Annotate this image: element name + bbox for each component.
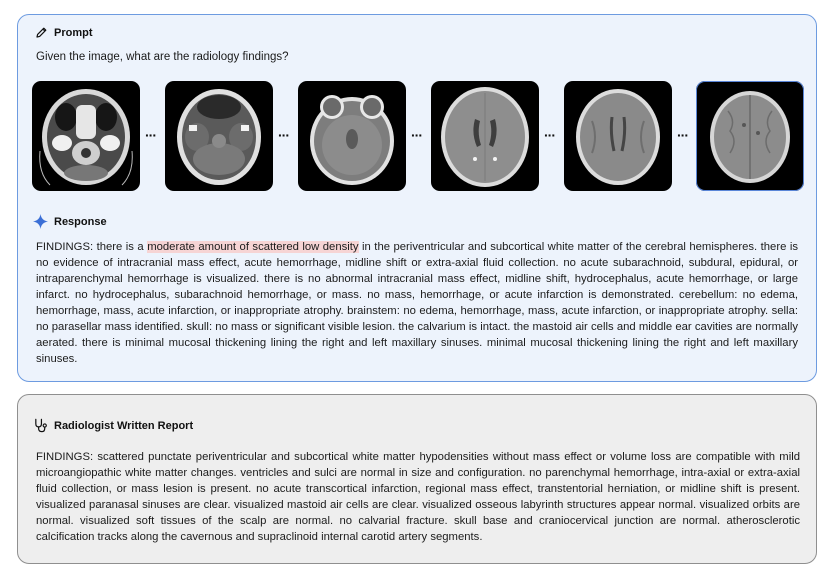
- response-text: [36, 239, 798, 367]
- report-header: [33, 418, 193, 433]
- sparkle-icon: [33, 214, 48, 229]
- prompt-header: [35, 26, 93, 39]
- ellipsis: ···: [278, 127, 289, 143]
- response-header-label: Response: [54, 215, 107, 228]
- report-text: FINDINGS: scattered punctate periventricular and subcortical white matter hypodensities without mass effect or volume loss are compatible with mild microangiopathic white matter changes. ventricles and sulci are normal in size and configuration. no parenchymal hemorrhage, intra-axial or extra-axial fluid collection, or mass lesion is present. no acute transcortical infarction, regional mass effect, transtentorial herniation, or midline shift is present. visualized paranasal sinuses are clear. visualized mastoid air cells are clear. visualized osseous labyrinth structures appear normal. visualized orbits are normal. visualized soft tissues of the scalp are normal. no calvarial fracture. skull base and craniocervical junction are normal. atherosclerotic calcification tracks along the cavernous and supraclinoid internal carotid artery segments.: [36, 451, 800, 543]
- ct-slice-image[interactable]: [696, 81, 804, 191]
- response-highlight: moderate amount of scattered low density: [147, 241, 359, 253]
- ct-slice-image[interactable]: [431, 81, 539, 191]
- pencil-icon: [35, 26, 48, 39]
- ellipsis: ···: [544, 127, 555, 143]
- prompt-question: Given the image, what are the radiology findings?: [36, 51, 289, 63]
- report-header-label: Radiologist Written Report: [54, 419, 194, 432]
- report-panel: [17, 394, 817, 564]
- ellipsis: ···: [411, 127, 422, 143]
- response-findings-rest: in the periventricular and subcortical white matter of the cerebral hemispheres. there is no evidence of intracranial mass effect, acute hemorrhage, midline shift or extra-axial fluid collection. no acute subarachnoid, subdural, epidural, or intraparenchymal hemorrhage is visualized. there is no abnormal intracranial mass effect, midline shift, hydrocephalus, acute hemorrhage, or large infarct. no hydrocephalus, subarachnoid hemorrhage, or mass. no mass, hemorrhage, or acute infarction is demonstrated. cerebellum: no edema, hemorrhage, mass, acute infarction, or inappropriate atrophy. brainstem: no edema, hemorrhage, mass, acute infarction, or inappropriate atrophy. sella: no parasellar mass identified. skull: no mass or significant visible lesion. the calvarium is intact. the mastoid air cells and middle ear cavities are normally aerated. there is minimal mucosal thickening lining the right and left maxillary sinuses. minimal mucosal thickening lining the right and left maxillary sinuses.: [36, 241, 799, 365]
- ct-slice-image[interactable]: [564, 81, 672, 191]
- prompt-panel: [17, 14, 817, 382]
- ellipsis: ···: [145, 127, 156, 143]
- stethoscope-icon: [33, 418, 48, 433]
- ct-slice-image[interactable]: [165, 81, 273, 191]
- prompt-header-label: Prompt: [54, 26, 93, 39]
- response-header: [33, 214, 107, 229]
- ct-slice-image[interactable]: [298, 81, 406, 191]
- ellipsis: ···: [677, 127, 688, 143]
- response-findings-prefix: FINDINGS: there is a: [36, 241, 148, 253]
- ct-slice-image[interactable]: [32, 81, 140, 191]
- ct-slice-strip: [32, 81, 804, 193]
